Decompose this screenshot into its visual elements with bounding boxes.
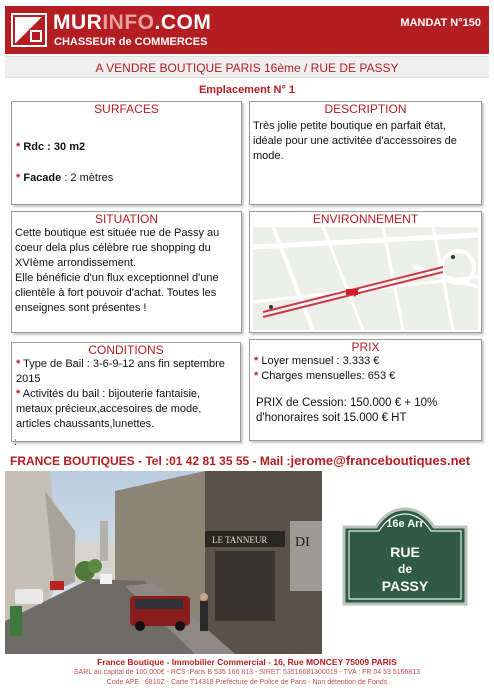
- situation-text-1: Cette boutique est située rue de Passy au coeur dela plus célèbre rue shopping du XVIème arrondissement.: [15, 227, 220, 269]
- surfaces-heading: SURFACES: [94, 102, 159, 116]
- page-title: A VENDRE BOUTIQUE PARIS 16ème / RUE DE PASSY: [95, 61, 399, 75]
- prix-loyer: * Loyer mensuel : 3.333 €: [254, 355, 380, 367]
- prix-box: [249, 339, 482, 441]
- shop-sign-text-2: DI: [295, 535, 310, 550]
- street-sign: [330, 471, 490, 654]
- prix-charges: * Charges mensuelles: 653 €: [254, 370, 396, 382]
- location-map: [253, 227, 478, 330]
- emplacement-label: Emplacement N° 1: [198, 84, 296, 96]
- title-band: [5, 56, 489, 78]
- footer-line-3: Code APE : 6810Z - Carte T14318 Prefecture de Police de Paris - Non détention de Fonds: [106, 679, 388, 686]
- sign-line-1: RUE: [390, 544, 420, 560]
- footer-line-1: France Boutique - Immobilier Commercial - 16, Rue MONCEY 75009 PARIS: [97, 657, 397, 667]
- murinfo-logo-icon: [11, 13, 47, 47]
- prix-heading: PRIX: [351, 340, 380, 354]
- conditions-bail-type: * Type de Bail : 3-6-9-12 ans fin septembre 2015: [16, 358, 225, 385]
- sign-line-2: de: [397, 562, 413, 576]
- mandat-number: MANDAT N°150: [400, 17, 481, 29]
- contact-email-link[interactable]: jerome@franceboutiques.net: [290, 453, 471, 468]
- situation-heading: SITUATION: [94, 212, 159, 226]
- environnement-heading: ENVIRONNEMENT: [312, 212, 419, 226]
- conditions-activites: * Activités du bail : bijouterie fantaisie, metaux précieux,accesoires de mode, articles chaussants,lunettes.: [16, 388, 202, 430]
- conditions-box: [11, 342, 241, 442]
- brand-tagline: CHASSEUR de COMMERCES: [54, 36, 208, 48]
- surface-rdc: * Rdc : 30 m2: [16, 141, 86, 153]
- description-box: [249, 101, 482, 205]
- situation-box: [11, 211, 242, 333]
- brand-name: MURINFO.COM: [53, 11, 212, 34]
- sign-arrondissement: 16e Arr: [386, 518, 424, 530]
- surface-facade: * Facade : 2 mètres: [16, 172, 114, 184]
- shop-sign-text: LE TANNEUR: [212, 535, 268, 545]
- conditions-heading: CONDITIONS: [88, 343, 164, 357]
- stray-colon: :: [14, 437, 17, 448]
- environnement-box: [249, 211, 482, 333]
- header-banner: [5, 6, 489, 54]
- street-photo: [5, 471, 322, 654]
- footer: [0, 657, 494, 688]
- sign-line-3: PASSY: [381, 578, 429, 594]
- contact-line: FRANCE BOUTIQUES - Tel :01 42 81 35 55 - Mail :jerome@franceboutiques.net: [10, 453, 471, 468]
- description-text: Très jolie petite boutique en parfait état, idéale pour une activitée d'accessoires de mode.: [253, 120, 457, 162]
- footer-line-2: SARL au capital de 100.000€ - RCS :Paris B 535 166 813 - SIRET: 53516681300019 - TVA : FR 04 53 5166813: [73, 669, 421, 676]
- surfaces-box: [11, 101, 242, 205]
- description-heading: DESCRIPTION: [324, 102, 407, 116]
- situation-text-2: Elle bénéficie d'un flux exceptionnel d'une clientèle à fort pouvoir d'achat. Toutes les enseignes sont présentes !: [15, 272, 219, 314]
- prix-cession: PRIX de Cession: 150.000 € + 10% d'honoraires soit 15.000 € HT: [256, 397, 438, 424]
